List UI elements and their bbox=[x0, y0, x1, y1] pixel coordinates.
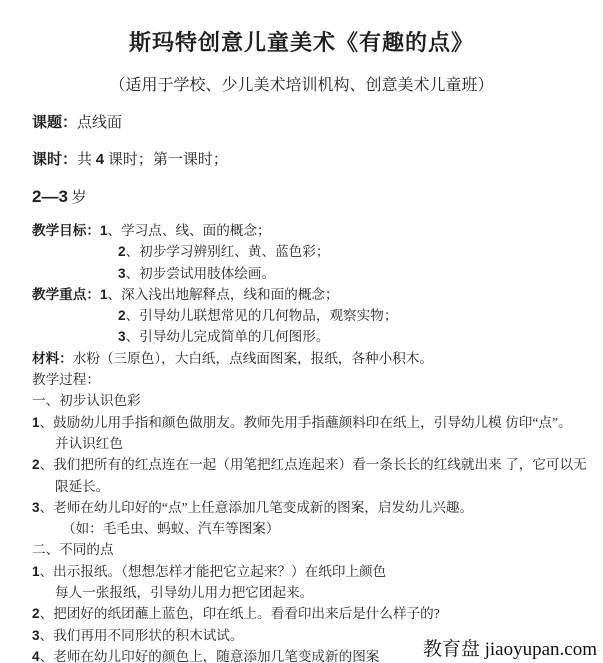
document-body bbox=[0, 113, 603, 663]
text-segment: 2 bbox=[32, 606, 40, 622]
text-segment: 、引导幼儿完成简单的几何图形。 bbox=[125, 329, 330, 345]
text-segment: 点线面 bbox=[77, 115, 123, 131]
text-line bbox=[32, 263, 597, 284]
text-segment: 共 bbox=[77, 152, 96, 168]
text-segment: 、鼓励幼儿用手指和颜色做朋友。教师先用手指蘸颜料印在纸上，引导幼儿模 仿印“点”。 bbox=[39, 414, 572, 430]
text-segment: 2 bbox=[32, 457, 40, 473]
text-line bbox=[32, 412, 597, 433]
text-segment: 、初步尝试用肢体绘画。 bbox=[125, 265, 276, 281]
text-segment: 1 bbox=[99, 223, 108, 238]
text-segment: 教学重点： bbox=[32, 286, 100, 302]
text-line bbox=[32, 497, 597, 518]
text-line bbox=[32, 326, 597, 347]
text-segment: 1 bbox=[99, 286, 108, 302]
text-segment: 、老师在幼儿印好的颜色上，随意添加几笔变成新的图案 bbox=[39, 648, 380, 663]
text-segment: 、引导幼儿联想常见的几何物品，观察实物； bbox=[125, 308, 398, 324]
document-title: 斯玛特创意儿童美术《有趣的点》 bbox=[128, 30, 474, 55]
text-segment: 限延长。 bbox=[55, 478, 110, 494]
watermark-site-name: 教育盘 bbox=[422, 639, 480, 660]
text-line bbox=[32, 220, 597, 241]
text-line bbox=[32, 113, 597, 134]
text-segment: 1 bbox=[32, 563, 40, 579]
document-subtitle: （适用于学校、少儿美术培训机构、创意美术儿童班） bbox=[109, 77, 494, 94]
text-line bbox=[32, 603, 597, 624]
text-segment: 2—3 bbox=[32, 187, 68, 206]
text-segment: 、我们把所有的红点连在一起（用笔把红点连起来）看一条长长的红线就出来 了，它可以无 bbox=[39, 457, 587, 473]
text-segment: 3 bbox=[118, 265, 126, 281]
text-line bbox=[32, 454, 597, 475]
text-line bbox=[32, 582, 597, 603]
text-line bbox=[32, 186, 597, 209]
text-segment: 课题： bbox=[32, 115, 78, 131]
text-segment: 材料： bbox=[32, 350, 73, 366]
text-segment: 每人一张报纸，引导幼儿用力把它团起来。 bbox=[55, 585, 314, 601]
text-segment: 并认识红色 bbox=[55, 435, 123, 451]
text-line bbox=[32, 476, 597, 497]
text-segment: 、初步学习辨别红、黄、蓝色彩； bbox=[125, 244, 330, 260]
text-segment: 水粉（三原色），大白纸，点线面图案，报纸，各种小积木。 bbox=[72, 350, 434, 366]
text-segment: （如：毛毛虫、蚂蚁、汽车等图案） bbox=[62, 521, 280, 537]
text-segment: 教学过程： bbox=[32, 372, 100, 388]
text-segment: 课时；第一课时； bbox=[104, 152, 228, 168]
watermark-domain: jiaoyupan.com bbox=[484, 639, 597, 660]
text-line bbox=[32, 284, 597, 305]
text-segment: 一、初步认识色彩 bbox=[32, 393, 141, 409]
text-line bbox=[32, 433, 597, 454]
text-line bbox=[32, 348, 597, 369]
text-segment: 4 bbox=[32, 648, 40, 663]
text-segment: 1 bbox=[32, 414, 40, 430]
text-segment: 、学习点、线、面的概念； bbox=[107, 223, 271, 238]
text-line bbox=[32, 369, 597, 390]
text-segment: 二、不同的点 bbox=[32, 542, 114, 558]
text-segment: 、我们再用不同形状的积木试试。 bbox=[39, 627, 244, 643]
watermark bbox=[423, 634, 597, 661]
text-segment: 、出示报纸。（想想怎样才能把它立起来？）在纸印上颜色 bbox=[39, 563, 387, 579]
text-segment: 、老师在幼儿印好的“点”上任意添加几笔变成新的图案，启发幼儿兴趣。 bbox=[39, 499, 474, 515]
text-segment: 3 bbox=[118, 329, 126, 345]
text-line bbox=[32, 539, 597, 560]
text-segment: 2 bbox=[118, 244, 126, 260]
text-line bbox=[32, 518, 597, 539]
text-line bbox=[32, 149, 597, 171]
text-segment: 4 bbox=[95, 151, 105, 168]
text-segment: 2 bbox=[118, 308, 126, 324]
text-line bbox=[32, 561, 597, 582]
text-segment: 课时： bbox=[32, 152, 78, 168]
text-segment: 、把团好的纸团蘸上蓝色，印在纸上。看看印出来后是什么样子的? bbox=[39, 606, 440, 622]
text-segment: 3 bbox=[32, 499, 40, 515]
text-segment: 3 bbox=[32, 627, 40, 643]
text-line bbox=[32, 241, 597, 262]
text-line bbox=[32, 305, 597, 326]
text-segment: 岁 bbox=[67, 190, 87, 206]
text-line bbox=[32, 390, 597, 411]
text-segment: 、深入浅出地解释点，线和面的概念； bbox=[107, 286, 339, 302]
text-segment: 教学目标： bbox=[32, 223, 100, 238]
